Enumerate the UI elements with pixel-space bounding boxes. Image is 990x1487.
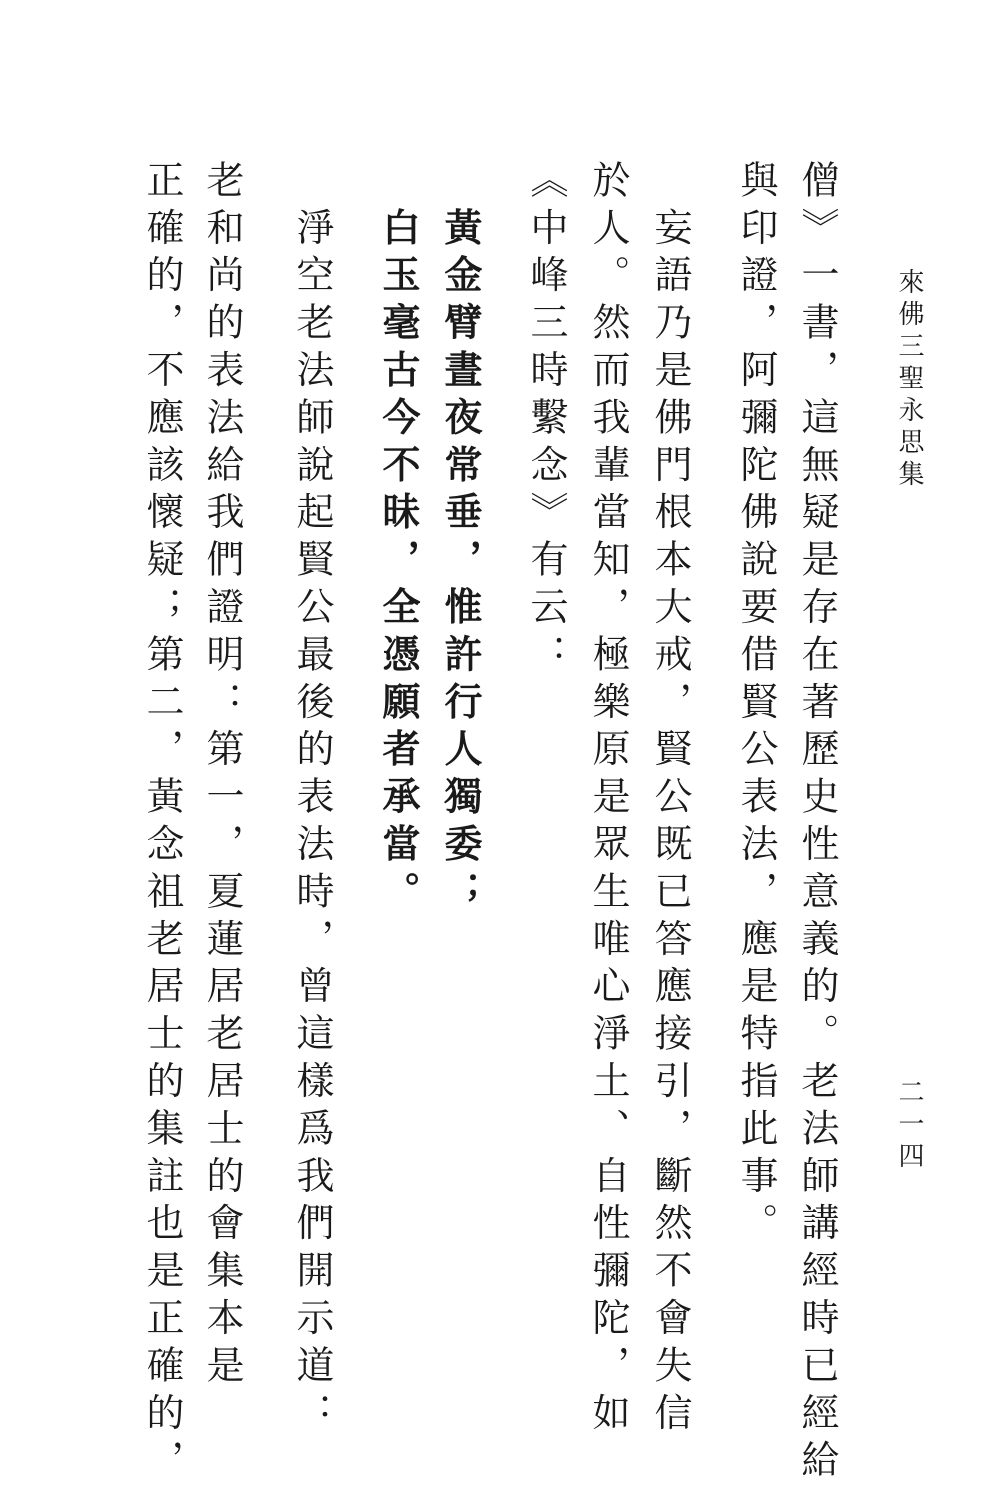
running-header-title: 來佛三聖永思集 — [894, 268, 924, 492]
text-column-5: 《中峰三時繫念》有云： — [524, 160, 568, 682]
text-column-1: 僧》一書，這無疑是存在著歷史性意義的。老法師講經時已經給 — [795, 160, 839, 1487]
text-column-10: 正確的，不應該懷疑；第二，黃念祖老居士的集註也是正確的， — [140, 160, 184, 1487]
text-column-2: 與印證，阿彌陀佛說要借賢公表法，應是特指此事。 — [734, 160, 778, 1251]
page-number: 二一四 — [894, 1078, 924, 1174]
text-column-4: 於人。然而我輩當知，極樂原是眾生唯心淨土、自性彌陀，如 — [586, 160, 630, 1440]
text-column-9: 老和尚的表法給我們證明：第一，夏蓮居老居士的會集本是 — [200, 160, 244, 1393]
verse-line-2: 白玉毫古今不昧，全憑願者承當。 — [376, 160, 421, 919]
text-column-8: 淨空老法師說起賢公最後的表法時，曾這樣爲我們開示道： — [290, 160, 334, 1440]
text-column-3: 妄語乃是佛門根本大戒，賢公既已答應接引，斷然不會失信 — [648, 160, 692, 1440]
verse-line-1: 黃金臂晝夜常垂，惟許行人獨委； — [438, 160, 483, 919]
